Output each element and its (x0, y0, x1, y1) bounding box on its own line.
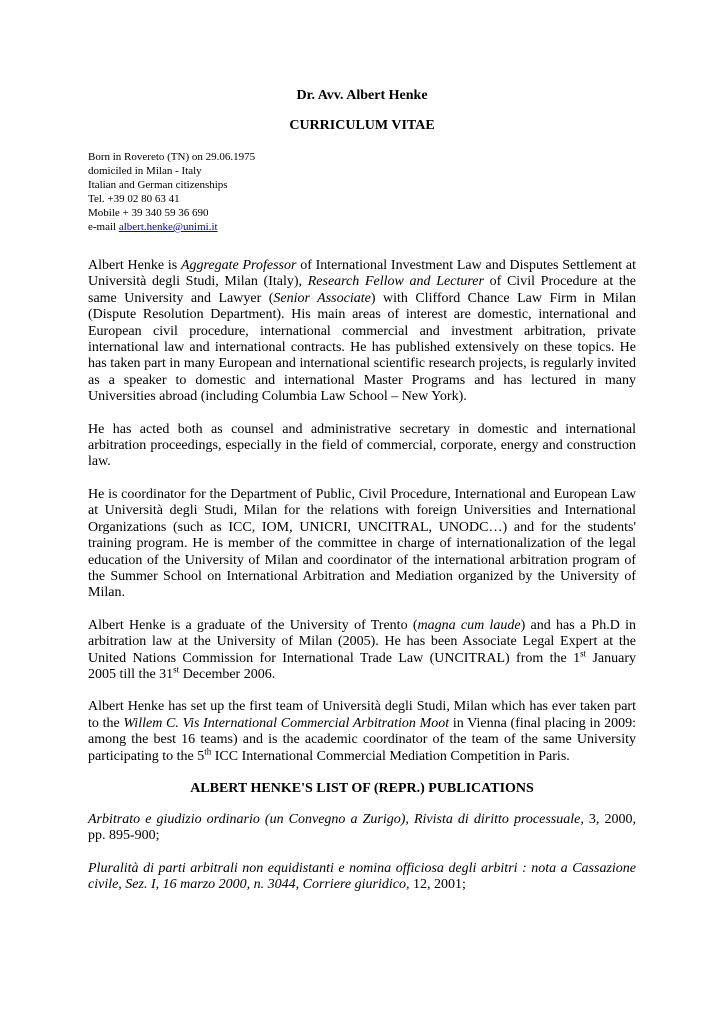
email-line (88, 220, 636, 234)
bio-italic: Research Fellow and Lecturer (307, 274, 484, 290)
bio-italic: Willem C. Vis International Commercial Arbitration Moot (123, 715, 450, 731)
bio-text: Albert Henke has set up the first team of Università degli Studi, Milan which has ever taken part to the (88, 699, 636, 731)
bio-text: Albert Henke is a graduate of the University of Trento ( (88, 617, 418, 633)
publication-title: Pluralità di parti arbitrali non equidistanti e nomina officiosa degli arbitri : nota a Cassazione civile, Sez. I, 16 marzo 2000, n. 3044, Corriere giuridico, (88, 860, 636, 893)
bio-text: in Vienna (final placing in 2009: among the best 16 teams) and is the academic coordinator of the team of the same University participating to the 5 (88, 715, 636, 764)
bio-paragraph-4 (88, 618, 636, 684)
bio-text: of Civil Procedure at the same University and Lawyer ( (88, 274, 636, 306)
bio-text: December 2006. (179, 666, 276, 682)
ordinal-suffix: st (580, 647, 587, 658)
citizenship-info: Italian and German citizenships (88, 179, 228, 191)
ordinal-suffix: st (173, 664, 180, 675)
publication-details: 3, 2000, pp. 895-900; (88, 811, 636, 844)
bio-paragraph-3: He is coordinator for the Department of Public, Civil Procedure, International and European Law at Università degli Studi, Milan for the relations with foreign Universities and International Organizations (such as ICC, IOM, UNICRI, UNCITRAL, UNODC…) and for the students' training program. He is member of the committee in charge of internationalization of the legal education of the University of Milan and coordinator of the international arbitration program of the Summer School on International Arbitration and Mediation organized by the University of Milan. (88, 486, 636, 601)
author-name: Dr. Avv. Albert Henke (296, 88, 428, 103)
publication-title: Arbitrato e giudizio ordinario (un Convegno a Zurigo), Rivista di diritto processuale, (88, 811, 584, 827)
document-title: CURRICULUM VITAE (289, 118, 435, 133)
publications-heading: ALBERT HENKE'S LIST OF (REPR.) PUBLICATIONS (190, 780, 534, 796)
publication-item (88, 812, 636, 845)
bio-italic: Aggregate Professor (180, 258, 297, 273)
bio-paragraph-1 (88, 258, 636, 406)
domicile-info: domiciled in Milan - Italy (88, 165, 202, 177)
publication-item (88, 861, 636, 894)
contact-block (88, 150, 636, 234)
email-link[interactable]: albert.henke@unimi.it (118, 221, 218, 233)
telephone-info: Tel. +39 02 80 63 41 (88, 193, 180, 205)
bio-italic: Senior Associate (273, 290, 371, 306)
bio-text: ICC International Commercial Mediation Competition in Paris. (211, 748, 570, 764)
birth-info: Born in Rovereto (TN) on 29.06.1975 (88, 151, 256, 163)
bio-text: ) and has a Ph.D in arbitration law at the University of Milan (2005). He has been Associate Legal Expert at the United Nations Commission for International Trade Law (UNCITRAL) from the 1 (88, 617, 636, 666)
bio-italic: magna cum laude (417, 617, 521, 633)
document-page (88, 88, 636, 910)
bio-paragraph-2: He has acted both as counsel and administrative secretary in domestic and international arbitration proceedings, especially in the field of commercial, corporate, energy and construction law. (88, 421, 636, 470)
bio-text: ) with Clifford Chance Law Firm in Milan (Dispute Resolution Department). His main areas of interest are domestic, international and European civil procedure, international commercial and investment arbitration, private international law and international contracts. He has published extensively on these topics. He has taken part in many European and international scientific research projects, is regularly invited as a speaker to domestic and international Master Programs and has lectured in many Universities abroad (including Columbia Law School – New York). (88, 290, 636, 405)
bio-paragraph-5 (88, 699, 636, 765)
email-label: e-mail (88, 221, 119, 233)
ordinal-suffix: th (204, 745, 212, 756)
publication-details: 12, 2001; (409, 877, 466, 893)
bio-text: Albert Henke is (88, 258, 181, 273)
mobile-info: Mobile + 39 340 59 36 690 (88, 207, 209, 219)
bio-text: of International Investment Law and Disputes Settlement at Università degli Studi, Milan (Italy), (88, 258, 636, 290)
bio-text: January 2005 till the 31 (88, 650, 636, 682)
